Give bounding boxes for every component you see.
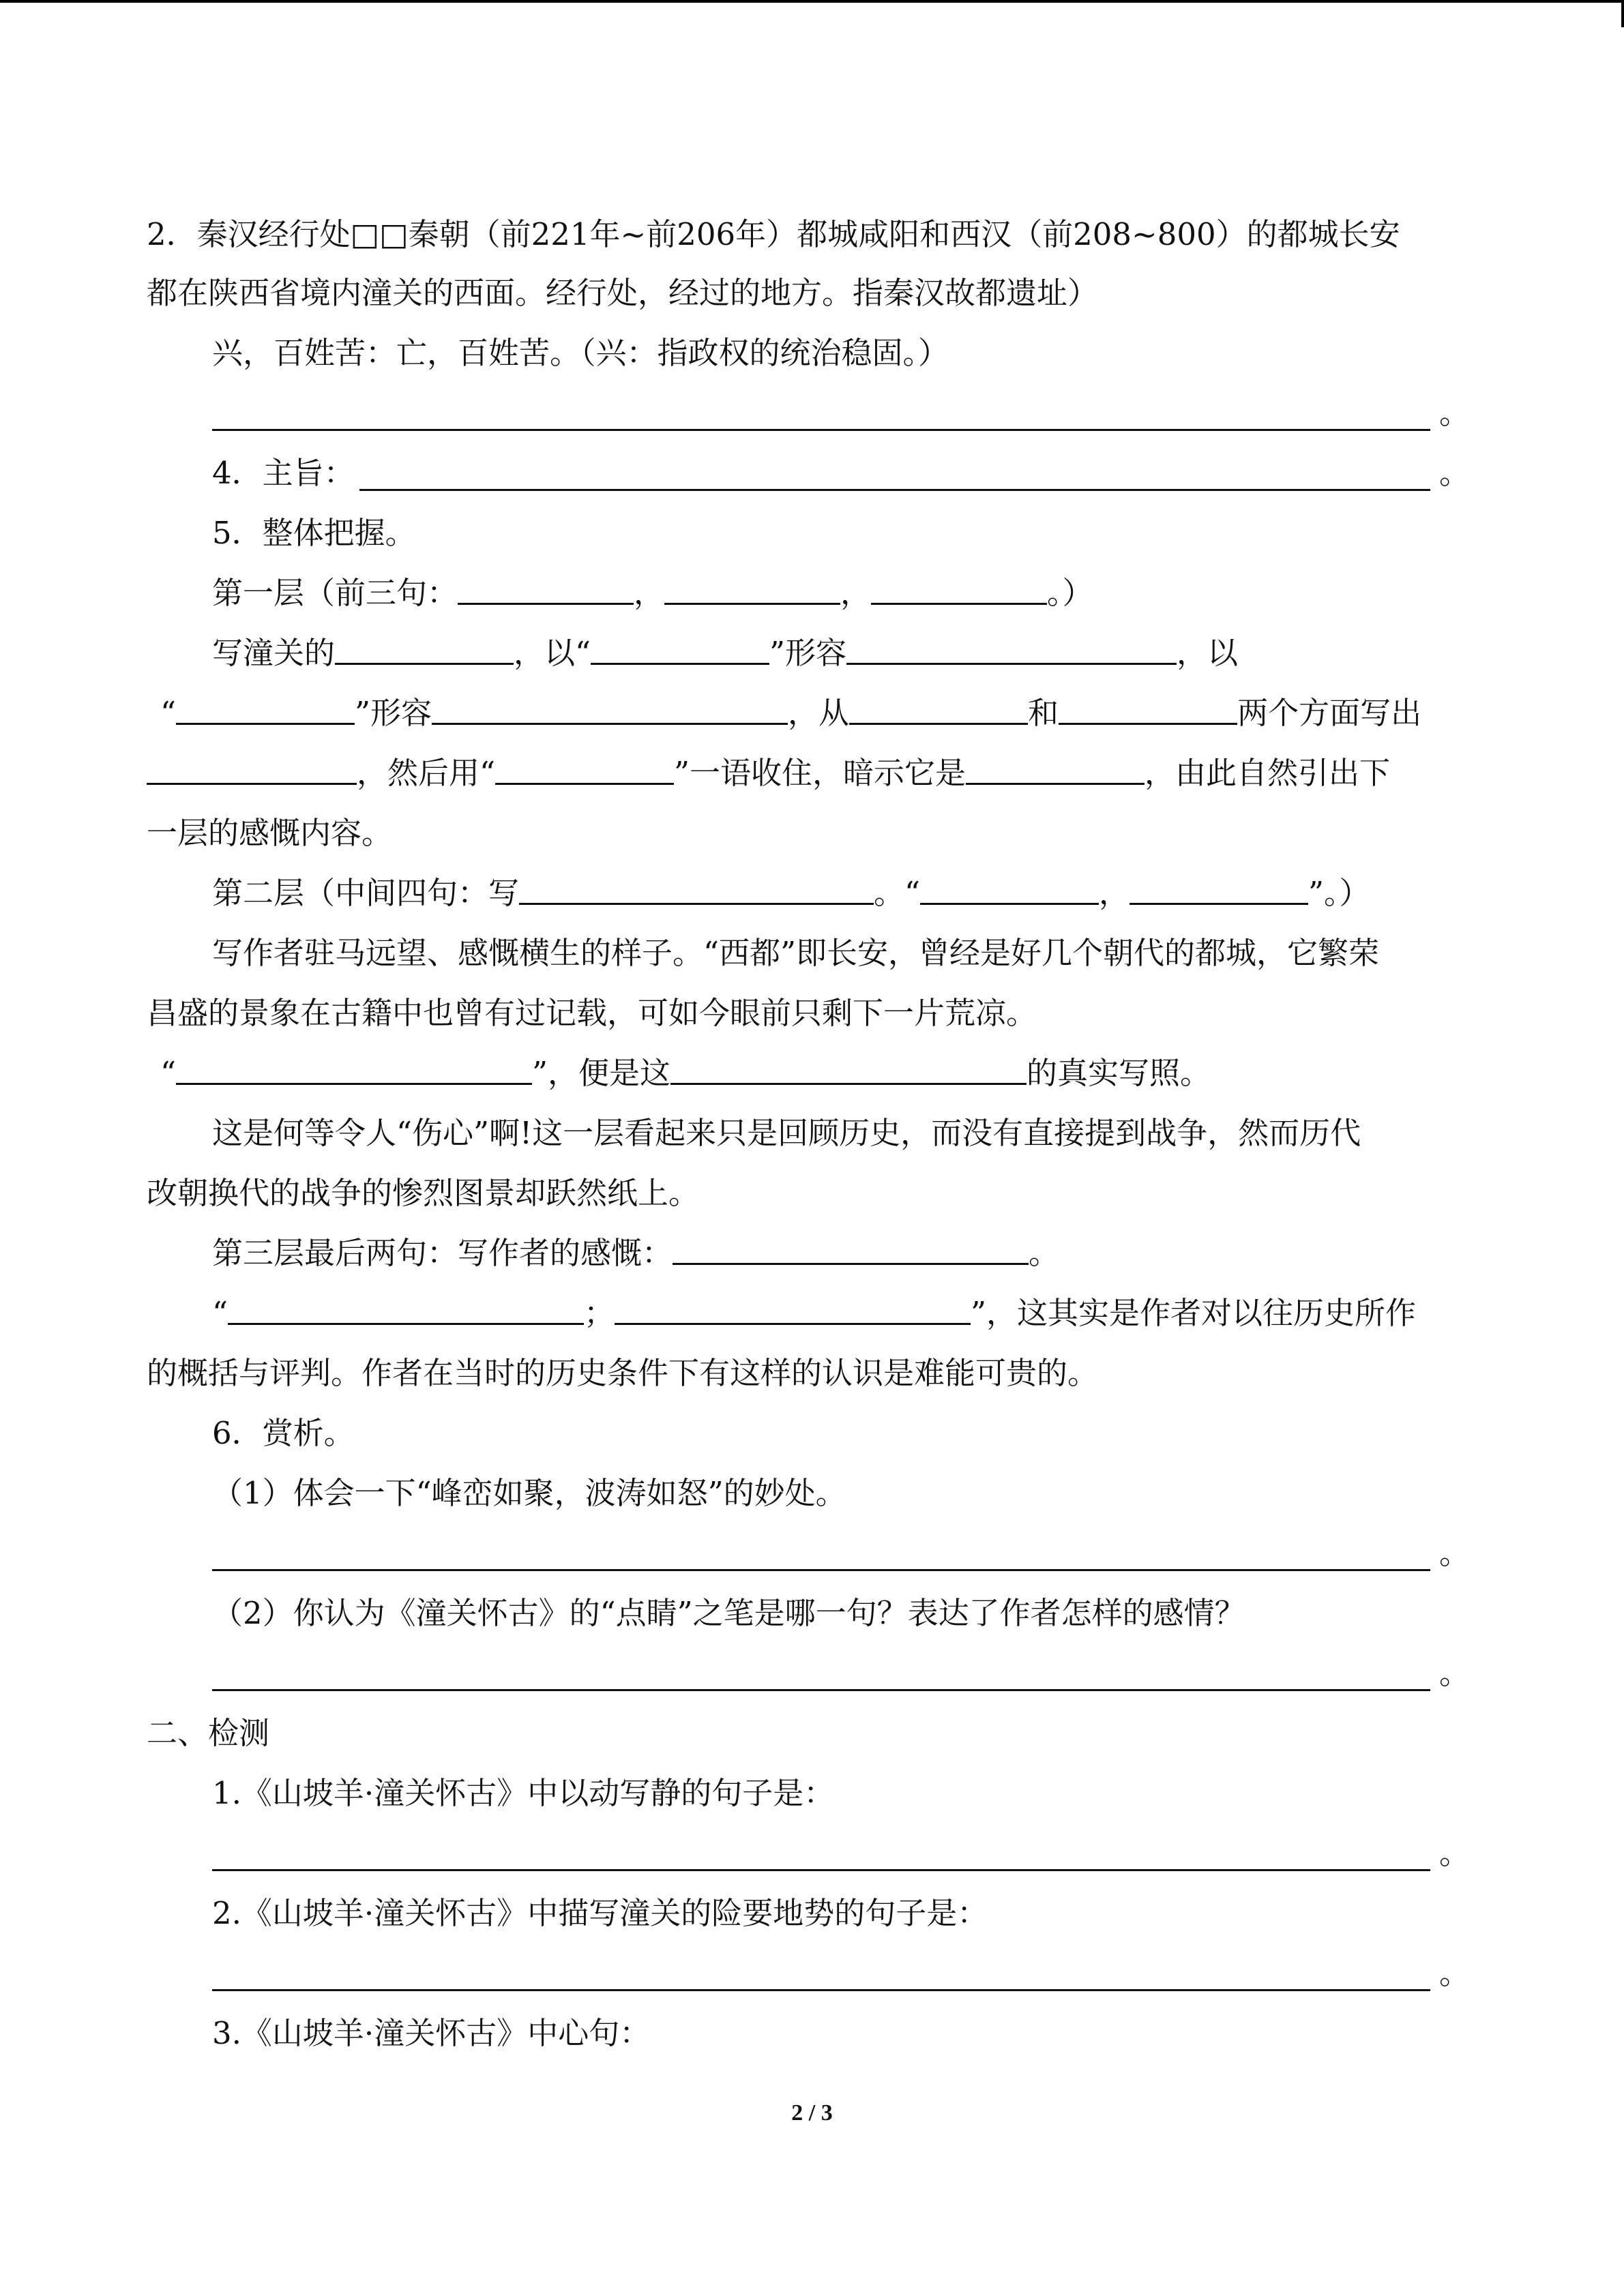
blank[interactable] (359, 489, 1430, 491)
blank[interactable] (849, 689, 1028, 725)
text-line: 昌盛的景象在古籍中也曾有过记载，可如今眼前只剩下一片荒凉。 (147, 995, 1037, 1031)
answer-line[interactable]: 。 (147, 1943, 1470, 2003)
blank[interactable] (212, 1869, 1430, 1871)
blank[interactable] (458, 569, 634, 605)
text-line: 的概括与评判。作者在当时的历史条件下有这样的认识是难能可贵的。 (147, 1355, 1099, 1391)
top-border (0, 0, 1624, 3)
question-label: 5．整体把握。 (212, 515, 416, 551)
blank[interactable] (212, 1689, 1430, 1691)
answer-line[interactable]: 4．主旨： 。 (147, 443, 1470, 503)
question-label: 2.《山坡羊·潼关怀古》中描写潼关的险要地势的句子是： (212, 1895, 988, 1931)
text-line: 第二层（中间四句：写 。“ ， ”。） (147, 863, 1470, 923)
blank[interactable] (591, 629, 769, 665)
blank[interactable] (966, 749, 1145, 785)
text-line: 写潼关的 ，以“ ”形容 ，以 (147, 623, 1470, 683)
question-label: 4．主旨： (212, 455, 355, 491)
blank[interactable] (519, 869, 874, 905)
blank[interactable] (212, 429, 1430, 431)
blank[interactable] (920, 869, 1099, 905)
text-line: “ ”形容 ，从 和 两个方面写出 (147, 683, 1470, 743)
blank[interactable] (432, 689, 788, 725)
text-line: 第一层（前三句： ， ， 。） (147, 563, 1470, 623)
text-line: ，然后用“ ”一语收住，暗示它是 ，由此自然引出下 (147, 743, 1470, 803)
text-line: 这是何等令人“伤心”啊!这一层看起来只是回顾历史，而没有直接提到战争，然而历代 (212, 1115, 1361, 1151)
section-heading: 二、检测 (147, 1715, 270, 1751)
text-line: 一层的感慨内容。 (147, 815, 393, 851)
blank[interactable] (212, 1989, 1430, 1991)
blank[interactable] (1130, 869, 1308, 905)
question-label: 1.《山坡羊·潼关怀古》中以动写静的句子是： (212, 1775, 835, 1811)
text-line: 写作者驻马远望、感慨横生的样子。“西都”即长安，曾经是好几个朝代的都城，它繁荣 (212, 935, 1380, 971)
blank[interactable] (664, 569, 840, 605)
question-label: （1）体会一下“峰峦如聚，波涛如怒”的妙处。 (212, 1475, 846, 1511)
page-number: 2 / 3 (791, 2100, 833, 2126)
question-label: （2）你认为《潼关怀古》的“点睛”之笔是哪一句？表达了作者怎样的感情？ (212, 1595, 1245, 1631)
blank[interactable] (871, 569, 1047, 605)
blank[interactable] (212, 1569, 1430, 1571)
text-line: “ ”，便是这 的真实写照。 (147, 1043, 1470, 1103)
blank[interactable] (846, 629, 1177, 665)
corner-border (1621, 0, 1624, 27)
text-line: 2．秦汉经行处□□秦朝（前221年~前206年）都城咸阳和西汉（前208~800）的都城长安 (147, 216, 1400, 252)
text-line: 兴，百姓苦：亡，百姓苦。（兴：指政权的统治稳固。） (212, 335, 949, 371)
text-line: “ ； ”，这其实是作者对以往历史所作 (147, 1283, 1470, 1343)
answer-line[interactable]: 。 (147, 1523, 1470, 1583)
answer-line[interactable]: 。 (147, 1823, 1470, 1883)
blank[interactable] (495, 749, 674, 785)
blank[interactable] (228, 1289, 584, 1325)
blank[interactable] (335, 629, 514, 665)
blank[interactable] (1059, 689, 1237, 725)
worksheet-page (147, 205, 1470, 2063)
blank[interactable] (615, 1289, 971, 1325)
question-label: 6．赏析。 (212, 1415, 355, 1451)
question-label: 3.《山坡羊·潼关怀古》中心句： (212, 2015, 651, 2051)
text-line: 第三层最后两句：写作者的感慨： 。 (147, 1223, 1470, 1283)
blank[interactable] (176, 1049, 532, 1085)
blank[interactable] (673, 1229, 1029, 1265)
answer-line[interactable]: 。 (147, 1643, 1470, 1703)
blank[interactable] (176, 689, 355, 725)
text-line: 改朝换代的战争的惨烈图景却跃然纸上。 (147, 1175, 700, 1211)
blank[interactable] (670, 1049, 1027, 1085)
text-line: 都在陕西省境内潼关的西面。经行处，经过的地方。指秦汉故都遗址） (147, 275, 1099, 311)
blank[interactable] (147, 749, 357, 785)
answer-line[interactable]: 。 (147, 383, 1470, 443)
